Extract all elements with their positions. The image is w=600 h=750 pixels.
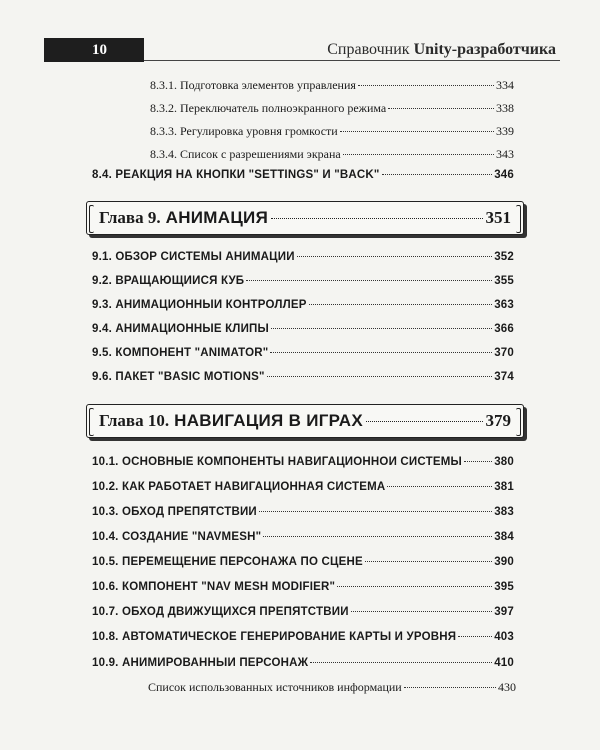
page-number: 10 — [44, 38, 144, 62]
toc-entry-8-3-3[interactable] — [150, 124, 514, 139]
chapter-label: Глава 10. — [99, 411, 170, 430]
toc-entry-10-7[interactable] — [92, 606, 514, 618]
toc-entry-title: 9.6. ПАКЕТ "BASIC MOTIONS" — [92, 371, 265, 383]
toc-entry-title: 10.6. КОМПОНЕНТ "NAV MESH MODIFIER" — [92, 581, 336, 593]
toc-entry-10-3[interactable] — [92, 506, 514, 518]
toc-entry-10-2[interactable] — [92, 481, 514, 493]
toc-entry-10-9[interactable] — [92, 657, 514, 669]
toc-entry-9-1[interactable] — [92, 251, 514, 263]
toc-entry-title: 10.9. АНИМИРОВАННЫЙ ПЕРСОНАЖ — [92, 657, 309, 669]
dot-leader — [358, 85, 494, 86]
toc-entry-8-3-1[interactable] — [150, 78, 514, 93]
toc-entry-page: 338 — [496, 101, 514, 115]
running-title — [327, 40, 556, 60]
running-title-plain: Справочник — [327, 41, 414, 58]
toc-entry-9-5[interactable] — [92, 347, 514, 359]
toc-entry-title: 9.1. ОБЗОР СИСТЕМЫ АНИМАЦИИ — [92, 251, 295, 263]
dot-leader — [271, 328, 492, 329]
dot-leader — [365, 561, 492, 562]
toc-entry-10-5[interactable] — [92, 556, 514, 568]
toc-entry-title: 10.7. ОБХОД ДВИЖУЩИХСЯ ПРЕПЯТСТВИЙ — [92, 606, 349, 618]
dot-leader — [259, 511, 492, 512]
toc-entry-page: 410 — [494, 657, 514, 669]
toc-entry-title: 8.3.1. Подготовка элементов управления — [150, 78, 356, 92]
dot-leader — [351, 611, 493, 612]
toc-entry-title: 9.5. КОМПОНЕНТ "ANIMATOR" — [92, 347, 269, 359]
dot-leader — [340, 131, 494, 132]
toc-entry-title: 9.4. АНИМАЦИОННЫЕ КЛИПЫ — [92, 323, 269, 335]
toc-entry-title: 10.1. ОСНОВНЫЕ КОМПОНЕНТЫ НАВИГАЦИОННОЙ СИСТЕМЫ — [92, 456, 462, 468]
toc-entry-page: 366 — [494, 323, 514, 335]
toc-entry-page: 380 — [494, 456, 514, 468]
running-title-bold: Unity-разработчика — [413, 41, 556, 58]
chapter-9-heading[interactable] — [86, 201, 524, 235]
header-rule — [144, 60, 560, 61]
toc-entry-page: 390 — [494, 556, 514, 568]
dot-leader — [309, 304, 493, 305]
chapter-page: 379 — [485, 411, 511, 430]
dot-leader — [270, 352, 492, 353]
toc-entry-8-4[interactable] — [92, 169, 514, 181]
dot-leader — [343, 154, 494, 155]
toc-entry-page: 370 — [494, 347, 514, 359]
toc-entry-title: 8.3.2. Переключатель полноэкранного режима — [150, 101, 387, 115]
toc-entry-title: 8.4. РЕАКЦИЯ НА КНОПКИ "SETTINGS" И "BACK" — [92, 169, 380, 181]
toc-entry-page: 339 — [496, 124, 514, 138]
chapter-10-heading[interactable] — [86, 404, 524, 438]
dot-leader — [263, 536, 492, 537]
toc-entry-title: 9.3. АНИМАЦИОННЫЙ КОНТРОЛЛЕР — [92, 299, 307, 311]
toc-entry-9-4[interactable] — [92, 323, 514, 335]
toc-entry-title: 10.5. ПЕРЕМЕЩЕНИЕ ПЕРСОНАЖА ПО СЦЕНЕ — [92, 556, 363, 568]
chapter-label: Глава 9. — [99, 208, 161, 227]
toc-entry-page: 352 — [494, 251, 514, 263]
dot-leader — [382, 174, 493, 175]
toc-entry-page: 355 — [494, 275, 514, 287]
dot-leader — [366, 421, 482, 422]
dot-leader — [246, 280, 492, 281]
dot-leader — [388, 108, 494, 109]
toc-entry-8-3-4[interactable] — [150, 147, 514, 162]
toc-entry-9-3[interactable] — [92, 299, 514, 311]
toc-entry-page: 381 — [494, 481, 514, 493]
toc-entry-page: 397 — [494, 606, 514, 618]
toc-entry-title: 8.3.3. Регулировка уровня громкости — [150, 124, 338, 138]
toc-entry-title: 10.8. АВТОМАТИЧЕСКОЕ ГЕНЕРИРОВАНИЕ КАРТЫ И УРОВНЯ — [92, 631, 457, 643]
toc-entry-10-8[interactable] — [92, 631, 514, 643]
toc-entry-page: 395 — [494, 581, 514, 593]
toc-entry-page: 430 — [498, 680, 516, 694]
toc-entry-page: 334 — [496, 78, 514, 92]
dot-leader — [458, 636, 492, 637]
toc-entry-8-3-2[interactable] — [150, 101, 514, 116]
toc-entry-page: 384 — [494, 531, 514, 543]
page-header — [44, 38, 560, 62]
toc-entry-page: 403 — [494, 631, 514, 643]
toc-entry-title: 9.2. ВРАЩАЮЩИЙСЯ КУБ — [92, 275, 245, 287]
chapter-title: НАВИГАЦИЯ В ИГРАХ — [174, 411, 364, 430]
toc-entry-page: 383 — [494, 506, 514, 518]
toc-entry-10-1[interactable] — [92, 456, 514, 468]
chapter-title: АНИМАЦИЯ — [165, 208, 269, 227]
dot-leader — [267, 376, 493, 377]
dot-leader — [271, 218, 482, 219]
dot-leader — [464, 461, 492, 462]
toc-entry-title: Список использованных источников информации — [148, 680, 402, 694]
dot-leader — [297, 256, 492, 257]
toc-entry-10-6[interactable] — [92, 581, 514, 593]
dot-leader — [310, 662, 492, 663]
chapter-page: 351 — [485, 208, 511, 227]
toc-entry-page: 343 — [496, 147, 514, 161]
toc-entry-page: 363 — [494, 299, 514, 311]
toc-entry-title: 10.3. ОБХОД ПРЕПЯТСТВИЙ — [92, 506, 257, 518]
dot-leader — [404, 687, 496, 688]
toc-entry-10-4[interactable] — [92, 531, 514, 543]
toc-entry-title: 10.4. СОЗДАНИЕ "NAVMESH" — [92, 531, 262, 543]
dot-leader — [387, 486, 492, 487]
toc-entry-title: 10.2. КАК РАБОТАЕТ НАВИГАЦИОННАЯ СИСТЕМА — [92, 481, 386, 493]
toc-entry-bibliography[interactable] — [148, 680, 516, 695]
toc-entry-9-2[interactable] — [92, 275, 514, 287]
toc-entry-9-6[interactable] — [92, 371, 514, 383]
toc-entry-page: 374 — [494, 371, 514, 383]
toc-entry-title: 8.3.4. Список с разрешениями экрана — [150, 147, 341, 161]
dot-leader — [337, 586, 492, 587]
toc-entry-page: 346 — [494, 169, 514, 181]
